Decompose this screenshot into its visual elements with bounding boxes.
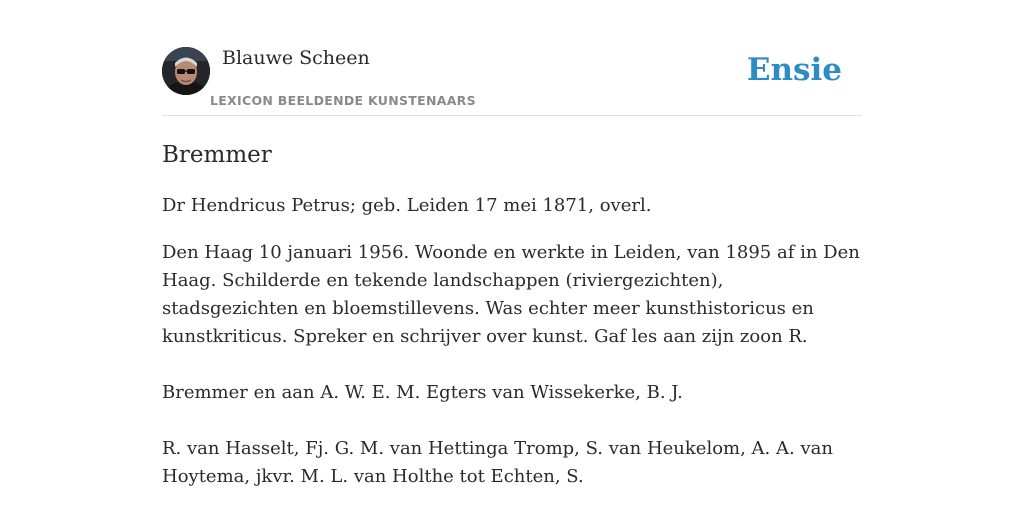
article-paragraph: R. van Hasselt, Fj. G. M. van Hettinga Tromp, S. van Heukelom, A. A. van Hoytema, jkvr. M. L. van Holthe tot Echten, S. bbox=[162, 438, 833, 487]
article-paragraph: Den Haag 10 januari 1956. Woonde en werkte in Leiden, van 1895 af in Den Haag. Schilderde en tekende landschappen (riviergezichten), stadsgezichten en bloemstillevens. Was echter meer kunsthistoricus en kunstkriticus. Spreker en schrijver over kunst. Gaf les aan zijn zoon R. bbox=[162, 242, 860, 347]
category-label[interactable]: LEXICON BEELDENDE KUNSTENAARS bbox=[210, 93, 476, 108]
author-name[interactable]: Blauwe Scheen bbox=[222, 47, 370, 69]
article-paragraph: Bremmer en aan A. W. E. M. Egters van Wissekerke, B. J. bbox=[162, 382, 683, 403]
article-header bbox=[162, 0, 862, 116]
avatar[interactable] bbox=[162, 47, 210, 95]
article-title: Bremmer bbox=[162, 142, 272, 168]
article-card bbox=[162, 0, 862, 512]
author-photo-icon bbox=[162, 47, 210, 95]
article-paragraph: Dr Hendricus Petrus; geb. Leiden 17 mei 1871, overl. bbox=[162, 195, 652, 216]
brand-logo[interactable]: Ensie bbox=[746, 52, 842, 88]
